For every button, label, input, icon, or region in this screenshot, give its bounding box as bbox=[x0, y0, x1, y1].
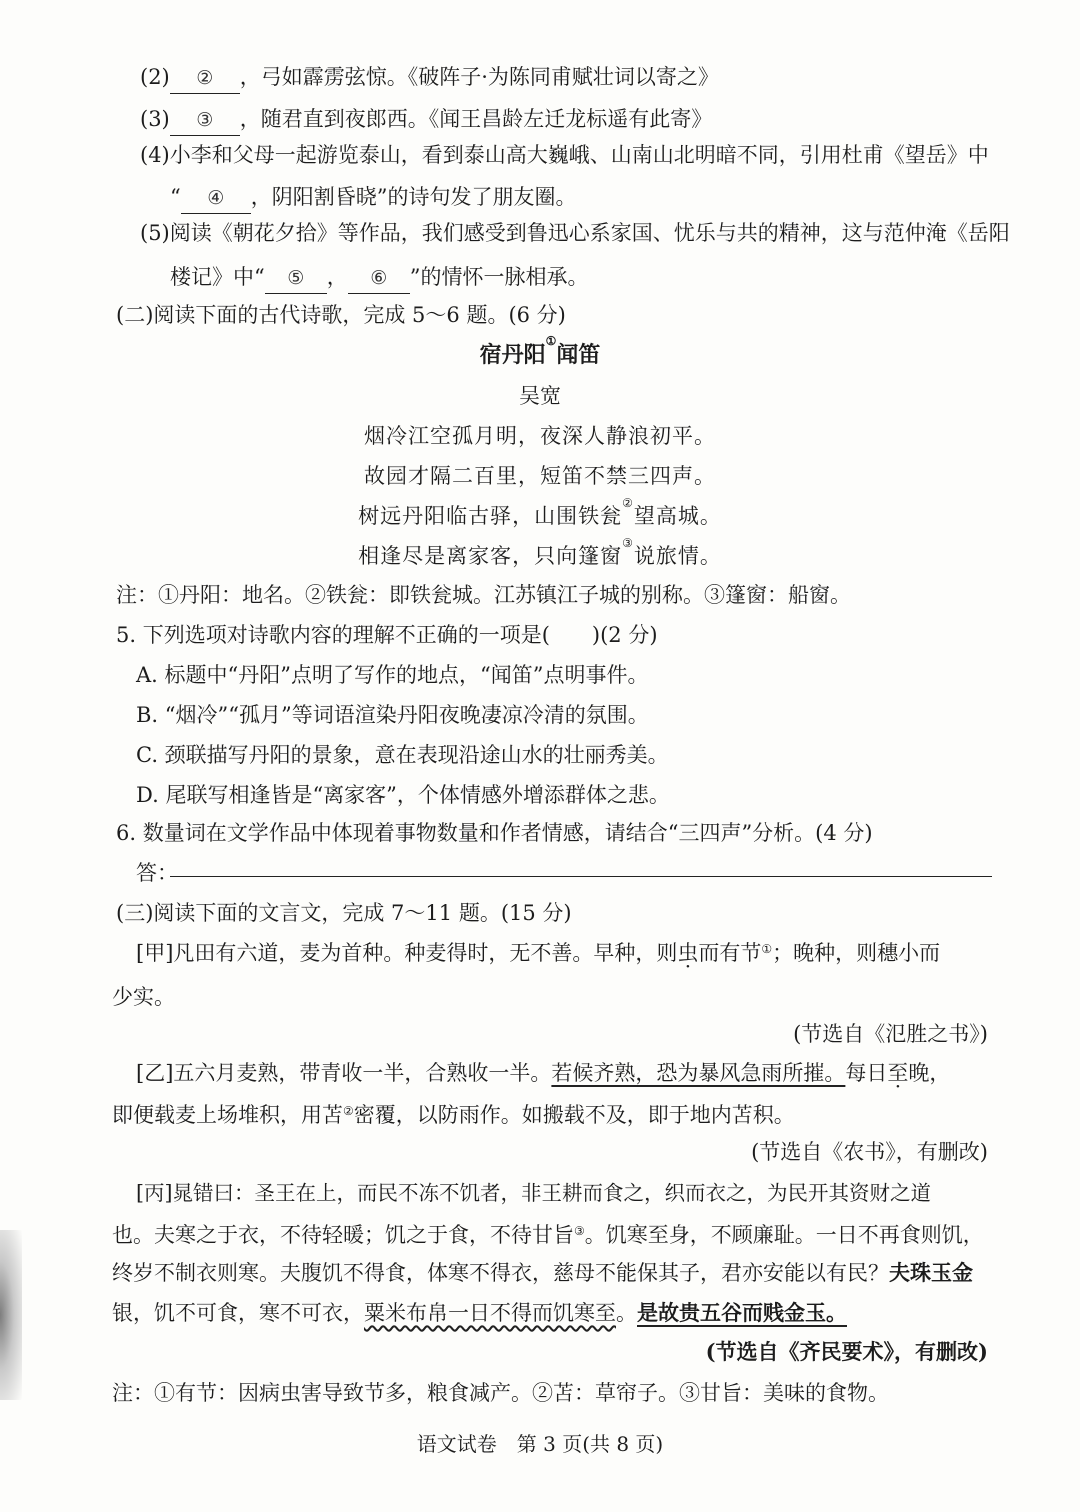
option-b[interactable]: B. “烟冷”“孤月”等词语渲染丹阳夜晚凄凉冷清的氛围。 bbox=[136, 703, 649, 727]
poem-verse bbox=[0, 536, 1080, 570]
question-6-stem: 6. 数量词在文学作品中体现着事物数量和作者情感，请结合“三四声”分析。(4 分) bbox=[116, 821, 873, 845]
question-text: 阅读《朝花夕拾》等作品，我们感受到鲁迅心系家国、忧乐与共的精神，这与范仲淹《岳阳 bbox=[169, 221, 1010, 245]
question-number: (3) bbox=[140, 107, 170, 131]
question-5-line2 bbox=[170, 262, 589, 294]
question-number: (2) bbox=[140, 65, 170, 89]
poem-author: 吴宽 bbox=[519, 384, 561, 408]
answer-blank[interactable]: ④ bbox=[181, 183, 251, 214]
question-4-line2 bbox=[170, 182, 577, 214]
section-2-heading: (二)阅读下面的古代诗歌，完成 5～6 题。(6 分) bbox=[116, 303, 566, 327]
poem-verse: 烟冷江空孤月明，夜深人静浪初平。 bbox=[364, 424, 716, 448]
question-text: ，弓如霹雳弦惊。《破阵子·为陈同甫赋壮词以寄之》 bbox=[239, 65, 719, 89]
footnote-marker: ③ bbox=[622, 536, 634, 550]
quote-mark: “ bbox=[170, 185, 181, 209]
passage-text: 银，饥不可食，寒不可衣， bbox=[112, 1301, 364, 1325]
question-number: (4) bbox=[140, 143, 170, 167]
poem-verse bbox=[0, 496, 1080, 530]
passage-text: 夫珠玉金 bbox=[889, 1260, 973, 1285]
passage-bing-line1: [丙]晁错曰：圣王在上，而民不冻不饥者，非王耕而食之，织而衣之，为民开其资财之道 bbox=[136, 1181, 931, 1205]
passage-jia-line2: 少实。 bbox=[112, 985, 175, 1009]
passage-bing-line4 bbox=[112, 1298, 847, 1328]
verse-text: 望高城。 bbox=[633, 504, 722, 528]
poem-note: 注：①丹阳：地名。②铁瓮：即铁瓮城。江苏镇江子城的别称。③篷窗：船窗。 bbox=[116, 583, 851, 607]
question-2 bbox=[140, 62, 719, 94]
source-citation: (节选自《齐民要术》，有删改) bbox=[705, 1339, 988, 1364]
poem-title-text: 宿丹阳 bbox=[479, 342, 546, 368]
passage-text: 而有节 bbox=[698, 941, 762, 965]
passage-text: 即便载麦上场堆积，用苫 bbox=[112, 1103, 343, 1127]
footnote-marker: ③ bbox=[574, 1224, 585, 1238]
verse-text: 相逢尽是离家客，只向篷窗 bbox=[358, 544, 623, 568]
question-text: 小李和父母一起游览泰山，看到泰山高大巍峨、山南山北明暗不同，引用杜甫《望岳》中 bbox=[169, 143, 989, 167]
answer-blank[interactable]: ⑥ bbox=[348, 263, 410, 294]
passage-text: 也。夫寒之于衣，不待轻暖；饥之于食，不待甘旨 bbox=[112, 1223, 574, 1247]
verse-text: 树远丹阳临古驿，山围铁瓮 bbox=[358, 504, 623, 528]
passage-bing-line2 bbox=[112, 1220, 984, 1250]
answer-blank[interactable]: ② bbox=[170, 63, 240, 94]
question-text: 楼记》中“ bbox=[170, 265, 265, 289]
verse-text: 说旅情。 bbox=[633, 544, 722, 568]
source-citation: (节选自《农书》，有删改) bbox=[751, 1140, 988, 1164]
passage-bing-line3 bbox=[112, 1258, 973, 1288]
underlined-sentence: 若候齐熟，恐为暴风急雨所摧。 bbox=[551, 1061, 846, 1085]
page-footer: 语文试卷 第 3 页(共 8 页) bbox=[416, 1432, 664, 1456]
footnote-marker: ① bbox=[761, 942, 773, 956]
question-5-line1 bbox=[140, 218, 1010, 248]
question-3 bbox=[140, 104, 712, 136]
question-4-line1 bbox=[140, 140, 989, 170]
answer-blank[interactable]: ⑤ bbox=[265, 263, 327, 294]
passage-yi-line1 bbox=[136, 1058, 950, 1088]
passage-text: 终岁不制衣则寒。夫腹饥不得食，体寒不得衣，慈母不能保其子，君亦安能以有民？ bbox=[112, 1261, 889, 1285]
poem-title bbox=[0, 334, 1080, 369]
separator: ， bbox=[326, 265, 348, 289]
question-text: ，阴阳割昏晓”的诗句发了朋友圈。 bbox=[250, 185, 577, 209]
footnote-marker: ② bbox=[622, 496, 634, 510]
passage-yi-line2 bbox=[112, 1100, 795, 1130]
option-d[interactable]: D. 尾联写相逢皆是“离家客”，个体情感外增添群体之悲。 bbox=[136, 783, 670, 807]
passage-text: 。 bbox=[616, 1301, 637, 1325]
passage-text: ；晚种，则穗小而 bbox=[772, 941, 941, 965]
question-5-stem: 5. 下列选项对诗歌内容的理解不正确的一项是( )(2 分) bbox=[116, 623, 658, 647]
emphasis-dot-word: 虫 bbox=[677, 941, 699, 965]
answer-blank[interactable]: ③ bbox=[170, 105, 240, 136]
option-c[interactable]: C. 颈联描写丹阳的景象，意在表现沿途山水的壮丽秀美。 bbox=[136, 743, 669, 767]
poem-verse: 故园才隔二百里，短笛不禁三四声。 bbox=[364, 464, 716, 488]
question-text: ”的情怀一脉相承。 bbox=[409, 265, 589, 289]
answer-label: 答： bbox=[136, 861, 178, 885]
passage-text: 每日 bbox=[845, 1061, 888, 1085]
passage-note: 注：①有节：因病虫害导致节多，粮食减产。②苫：草帘子。③甘旨：美味的食物。 bbox=[112, 1381, 889, 1405]
answer-line[interactable] bbox=[170, 876, 992, 877]
passage-text: 。饥寒至身，不顾廉耻。一日不再食则饥， bbox=[584, 1223, 984, 1247]
passage-text: 晚， bbox=[908, 1061, 951, 1085]
question-number: (5) bbox=[140, 221, 170, 245]
passage-text: [甲]凡田有六道，麦为首种。种麦得时，无不善。早种，则 bbox=[136, 941, 678, 965]
source-citation: (节选自《氾胜之书》) bbox=[793, 1022, 988, 1046]
scan-shadow bbox=[0, 1230, 22, 1400]
section-3-heading: (三)阅读下面的文言文，完成 7～11 题。(15 分) bbox=[116, 901, 572, 925]
passage-jia-line1 bbox=[136, 938, 940, 968]
wavy-underlined-sentence: 粟米布帛一日不得而饥寒至 bbox=[364, 1301, 616, 1325]
emphasis-dot-word: 至 bbox=[887, 1061, 909, 1085]
footnote-marker: ② bbox=[343, 1104, 354, 1118]
poem-title-text: 闻笛 bbox=[556, 342, 601, 368]
question-text: ，随君直到夜郎西。《闻王昌龄左迁龙标遥有此寄》 bbox=[239, 107, 713, 131]
option-a[interactable]: A. 标题中“丹阳”点明了写作的地点，“闻笛”点明事件。 bbox=[136, 663, 649, 687]
footnote-marker: ① bbox=[545, 334, 557, 348]
passage-text: [乙]五六月麦熟，带青收一半，合熟收一半。 bbox=[136, 1061, 552, 1085]
underlined-sentence: 是故贵五谷而贱金玉。 bbox=[637, 1300, 847, 1325]
passage-text: 密覆，以防雨作。如搬载不及，即于地内苫积。 bbox=[353, 1103, 795, 1127]
